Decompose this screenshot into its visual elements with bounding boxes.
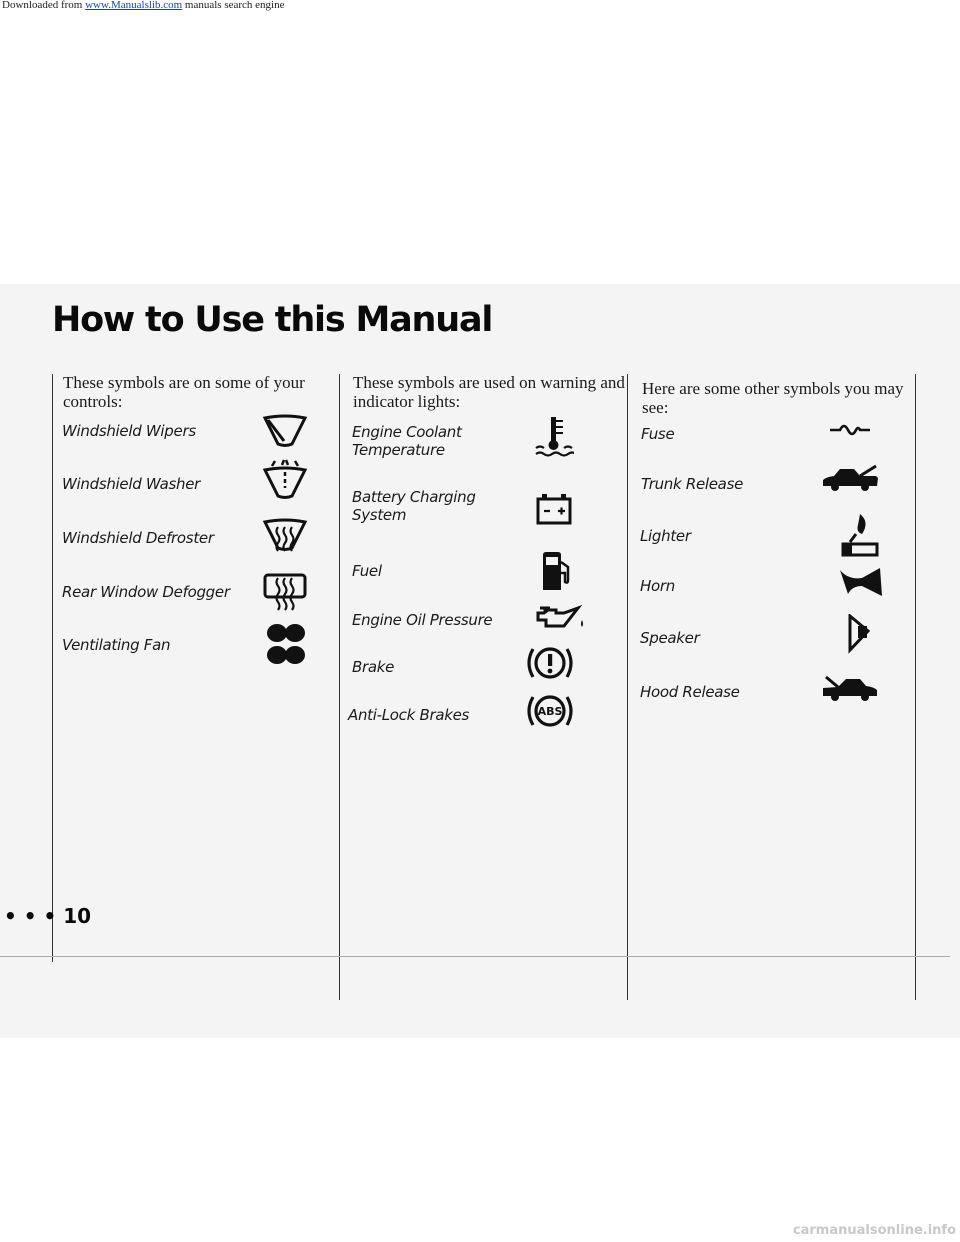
item-windshield-defroster: Windshield Defroster xyxy=(62,529,214,547)
windshield-washer-icon xyxy=(262,458,308,500)
manualslib-link[interactable]: www.Manualslib.com xyxy=(85,0,183,11)
item-speaker: Speaker xyxy=(640,629,700,647)
page-title: How to Use this Manual xyxy=(52,300,493,340)
speaker-icon xyxy=(846,614,874,654)
brake-warning-icon xyxy=(526,640,574,686)
header-suffix: manuals search engine xyxy=(182,0,285,11)
rear-window-defogger-icon xyxy=(262,572,308,612)
bottom-rule xyxy=(0,956,950,957)
item-fuel: Fuel xyxy=(352,562,382,580)
engine-coolant-temperature-icon xyxy=(534,414,574,460)
horn-icon xyxy=(838,566,884,600)
item-anti-lock-brakes: Anti-Lock Brakes xyxy=(348,706,470,724)
hood-release-icon xyxy=(820,674,880,704)
battery-charging-icon xyxy=(536,492,572,526)
lighter-icon xyxy=(840,512,880,558)
item-brake: Brake xyxy=(352,658,395,676)
item-battery-charging-system: Battery Charging System xyxy=(352,488,476,524)
column-rule-2 xyxy=(339,374,340,1000)
item-horn: Horn xyxy=(640,577,675,595)
manual-page xyxy=(0,284,960,1038)
watermark: carmanualsonline.info xyxy=(792,1223,956,1238)
controls-intro: These symbols are on some of your controls: xyxy=(63,373,305,411)
abs-icon-text: ABS xyxy=(537,705,563,718)
ventilating-fan-icon xyxy=(262,621,310,667)
item-hood-release: Hood Release xyxy=(640,683,740,701)
header-prefix: Downloaded from xyxy=(2,0,86,11)
trunk-release-icon xyxy=(820,464,880,494)
oil-can-icon xyxy=(536,604,586,634)
item-ventilating-fan: Ventilating Fan xyxy=(62,636,171,654)
windshield-wipers-icon xyxy=(262,414,308,450)
column-rule-4 xyxy=(915,374,916,1000)
column-rule-1 xyxy=(52,374,53,962)
item-fuse: Fuse xyxy=(641,425,675,443)
item-windshield-wipers: Windshield Wipers xyxy=(62,422,196,440)
column-rule-3 xyxy=(627,374,628,1000)
item-trunk-release: Trunk Release xyxy=(641,475,744,493)
fuel-pump-icon xyxy=(540,550,574,592)
page-number: • • • 10 xyxy=(4,904,92,928)
fuse-icon xyxy=(828,420,872,440)
abs-icon xyxy=(526,688,574,734)
item-engine-coolant-temperature: Engine Coolant Temperature xyxy=(352,423,462,459)
warning-lights-intro: These symbols are used on warning and indicator lights: xyxy=(353,373,625,411)
windshield-defroster-icon xyxy=(262,518,308,558)
item-engine-oil-pressure: Engine Oil Pressure xyxy=(352,611,493,629)
item-windshield-washer: Windshield Washer xyxy=(62,475,201,493)
item-rear-window-defogger: Rear Window Defogger xyxy=(62,583,230,601)
item-lighter: Lighter xyxy=(640,527,691,545)
other-symbols-intro: Here are some other symbols you may see: xyxy=(642,379,904,417)
download-header xyxy=(0,0,960,11)
